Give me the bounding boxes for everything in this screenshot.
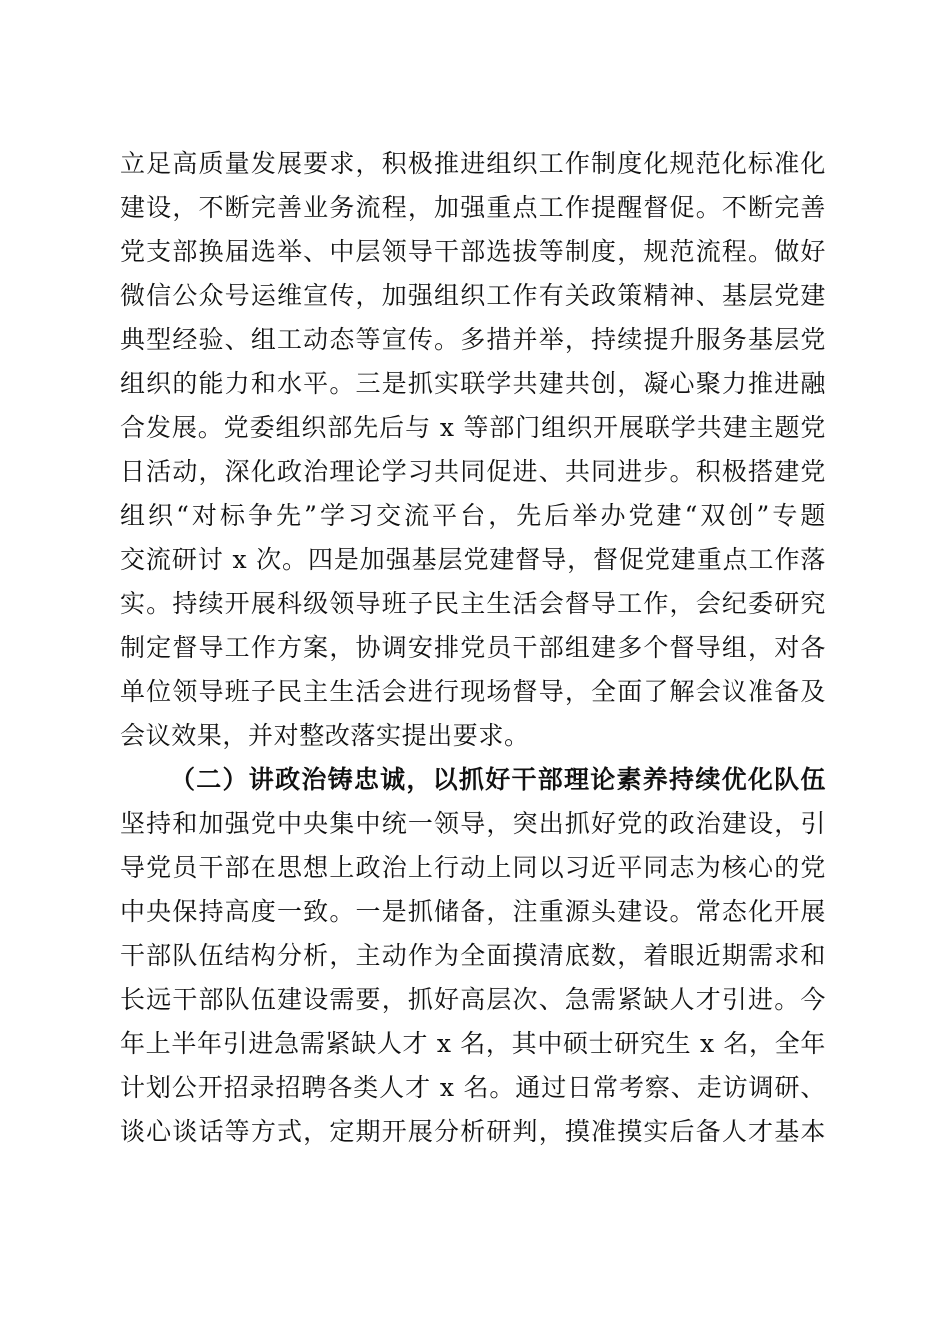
section-heading: （二）讲政治铸忠诚，以抓好干部理论素养持续优化队伍	[170, 765, 826, 794]
text-line: 立足高质量发展要求，积极推进组织工作制度化规范化标准化	[120, 149, 826, 178]
text-line: 日活动，深化政治理论学习共同促进、共同进步。积极搭建党	[120, 457, 826, 486]
text-line: 微信公众号运维宣传，加强组织工作有关政策精神、基层党建	[120, 281, 826, 310]
text-line: 建设，不断完善业务流程，加强重点工作提醒督促。不断完善	[120, 193, 826, 222]
text-line: 长远干部队伍建设需要，抓好高层次、急需紧缺人才引进。今	[120, 985, 826, 1014]
text-line: 实。持续开展科级领导班子民主生活会督导工作，会纪委研究	[120, 589, 826, 618]
text-line: 谈心谈话等方式，定期开展分析研判，摸准摸实后备人才基本	[120, 1117, 826, 1146]
text-line: 年上半年引进急需紧缺人才 x 名，其中硕士研究生 x 名，全年	[120, 1029, 826, 1058]
text-line: 制定督导工作方案，协调安排党员干部组建多个督导组，对各	[120, 633, 826, 662]
text-line: 合发展。党委组织部先后与 x 等部门组织开展联学共建主题党	[120, 413, 826, 442]
text-line: 组织的能力和水平。三是抓实联学共建共创，凝心聚力推进融	[120, 369, 826, 398]
text-line: 典型经验、组工动态等宣传。多措并举，持续提升服务基层党	[120, 325, 826, 354]
text-line: 单位领导班子民主生活会进行现场督导，全面了解会议准备及	[120, 677, 826, 706]
text-line: 计划公开招录招聘各类人才 x 名。通过日常考察、走访调研、	[120, 1073, 826, 1102]
text-line: 中央保持高度一致。一是抓储备，注重源头建设。常态化开展	[120, 897, 826, 926]
text-line: 交流研讨 x 次。四是加强基层党建督导，督促党建重点工作落	[120, 545, 826, 574]
text-line: 党支部换届选举、中层领导干部选拔等制度，规范流程。做好	[120, 237, 826, 266]
text-line: 干部队伍结构分析，主动作为全面摸清底数，着眼近期需求和	[120, 941, 826, 970]
text-line: 导党员干部在思想上政治上行动上同以习近平同志为核心的党	[120, 853, 826, 882]
text-line: 组织“对标争先”学习交流平台，先后举办党建“双创”专题	[120, 501, 826, 530]
text-line: 会议效果，并对整改落实提出要求。	[120, 721, 530, 750]
text-line: 坚持和加强党中央集中统一领导，突出抓好党的政治建设，引	[120, 809, 826, 838]
